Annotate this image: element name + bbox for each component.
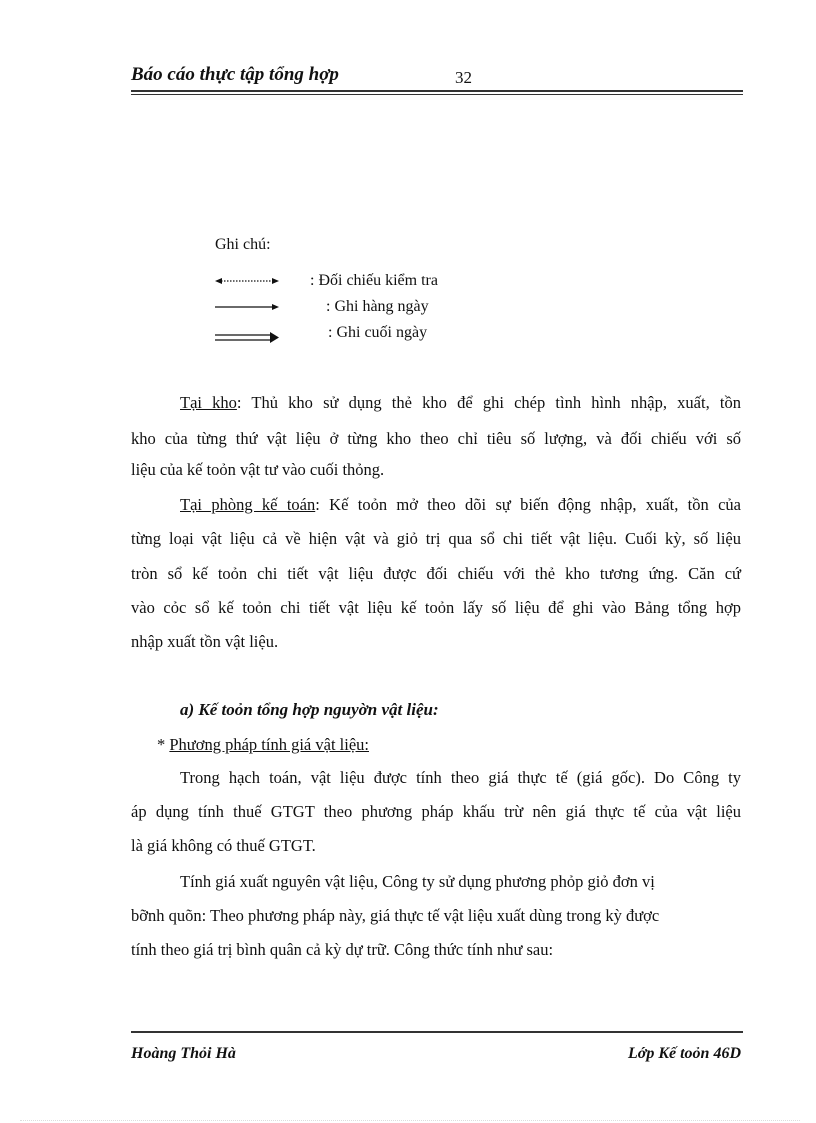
paragraph-line: là giá không có thuế GTGT. — [131, 836, 316, 855]
paragraph-line: kho của từng thứ vật liệu ở từng kho theo chỉ tiêu số lượng, và đối chiếu với số — [131, 429, 741, 448]
header-title: Báo cáo thực tập tổng hợp — [131, 64, 339, 85]
header-rule-thin — [131, 94, 743, 95]
paragraph-line: tròn sổ kế toỏn chi tiết vật liệu được đối chiếu với thẻ kho tương ứng. Căn cứ — [131, 564, 741, 583]
legend-title: Ghi chú: — [215, 236, 271, 253]
bullet: * — [157, 735, 166, 754]
legend-item-ghi-cuoi-ngay: : Ghi cuối ngày — [328, 324, 428, 341]
paragraph-line — [180, 393, 741, 413]
double-line-arrow-icon — [215, 330, 281, 346]
paragraph-line: nhập xuất tồn vật liệu. — [131, 632, 279, 651]
page-number: 32 — [455, 68, 472, 87]
paragraph-line: Trong hạch toán, vật liệu được tính theo giá thực tế (giá gốc). Do Công ty — [180, 768, 741, 787]
legend-item-ghi-hang-ngay: : Ghi hàng ngày — [326, 298, 429, 315]
tai-kho-label: Tại kho — [180, 393, 237, 412]
method-heading — [157, 735, 369, 755]
header-rule — [131, 90, 743, 92]
paragraph-text: : Kế toỏn mở theo dõi sự biến động nhập, xuất, tồn của — [315, 495, 741, 514]
legend-item-doi-chieu: : Đối chiếu kiểm tra — [310, 272, 438, 289]
paragraph-line: vào cỏc sổ kế toỏn chi tiết vật liệu kế toỏn lấy số liệu để ghi vào Bảng tổng hợp — [131, 598, 741, 617]
footer-author: Hoàng Thỏi Hà — [131, 1045, 236, 1062]
paragraph-text: : Thủ kho sử dụng thẻ kho để ghi chép tình hình nhập, xuất, tồn — [236, 393, 741, 412]
footer-rule — [131, 1031, 743, 1033]
page-edge-dots — [20, 1120, 800, 1121]
paragraph-line: áp dụng tính thuế GTGT theo phương pháp khấu trừ nên giá thực tế của vật liệu — [131, 802, 741, 821]
dotted-double-arrow-icon — [215, 274, 281, 288]
method-heading-text: Phương pháp tính giá vật liệu: — [169, 735, 369, 754]
single-arrow-icon — [215, 300, 281, 314]
phong-ke-toan-label: Tại phòng kế toán — [180, 495, 316, 514]
section-heading: a) Kế toỏn tổng hợp nguyờn vật liệu: — [180, 700, 439, 719]
paragraph-line: Tính giá xuất nguyên vật liệu, Công ty sử dụng phương phỏp giỏ đơn vị — [180, 872, 655, 891]
paragraph-line — [180, 495, 741, 515]
paragraph-line: liệu của kế toỏn vật tư vào cuối thỏng. — [131, 460, 385, 479]
paragraph-line: từng loại vật liệu cả về hiện vật và giỏ trị qua sổ chi tiết vật liệu. Cuối kỳ, số liệu — [131, 529, 741, 548]
footer-class: Lớp Kế toỏn 46D — [627, 1045, 741, 1062]
paragraph-line: tính theo giá trị bình quân cả kỳ dự trữ. Công thức tính như sau: — [131, 940, 554, 959]
paragraph-line: bỡnh quõn: Theo phương pháp này, giá thực tế vật liệu xuất dùng trong kỳ được — [131, 906, 660, 925]
